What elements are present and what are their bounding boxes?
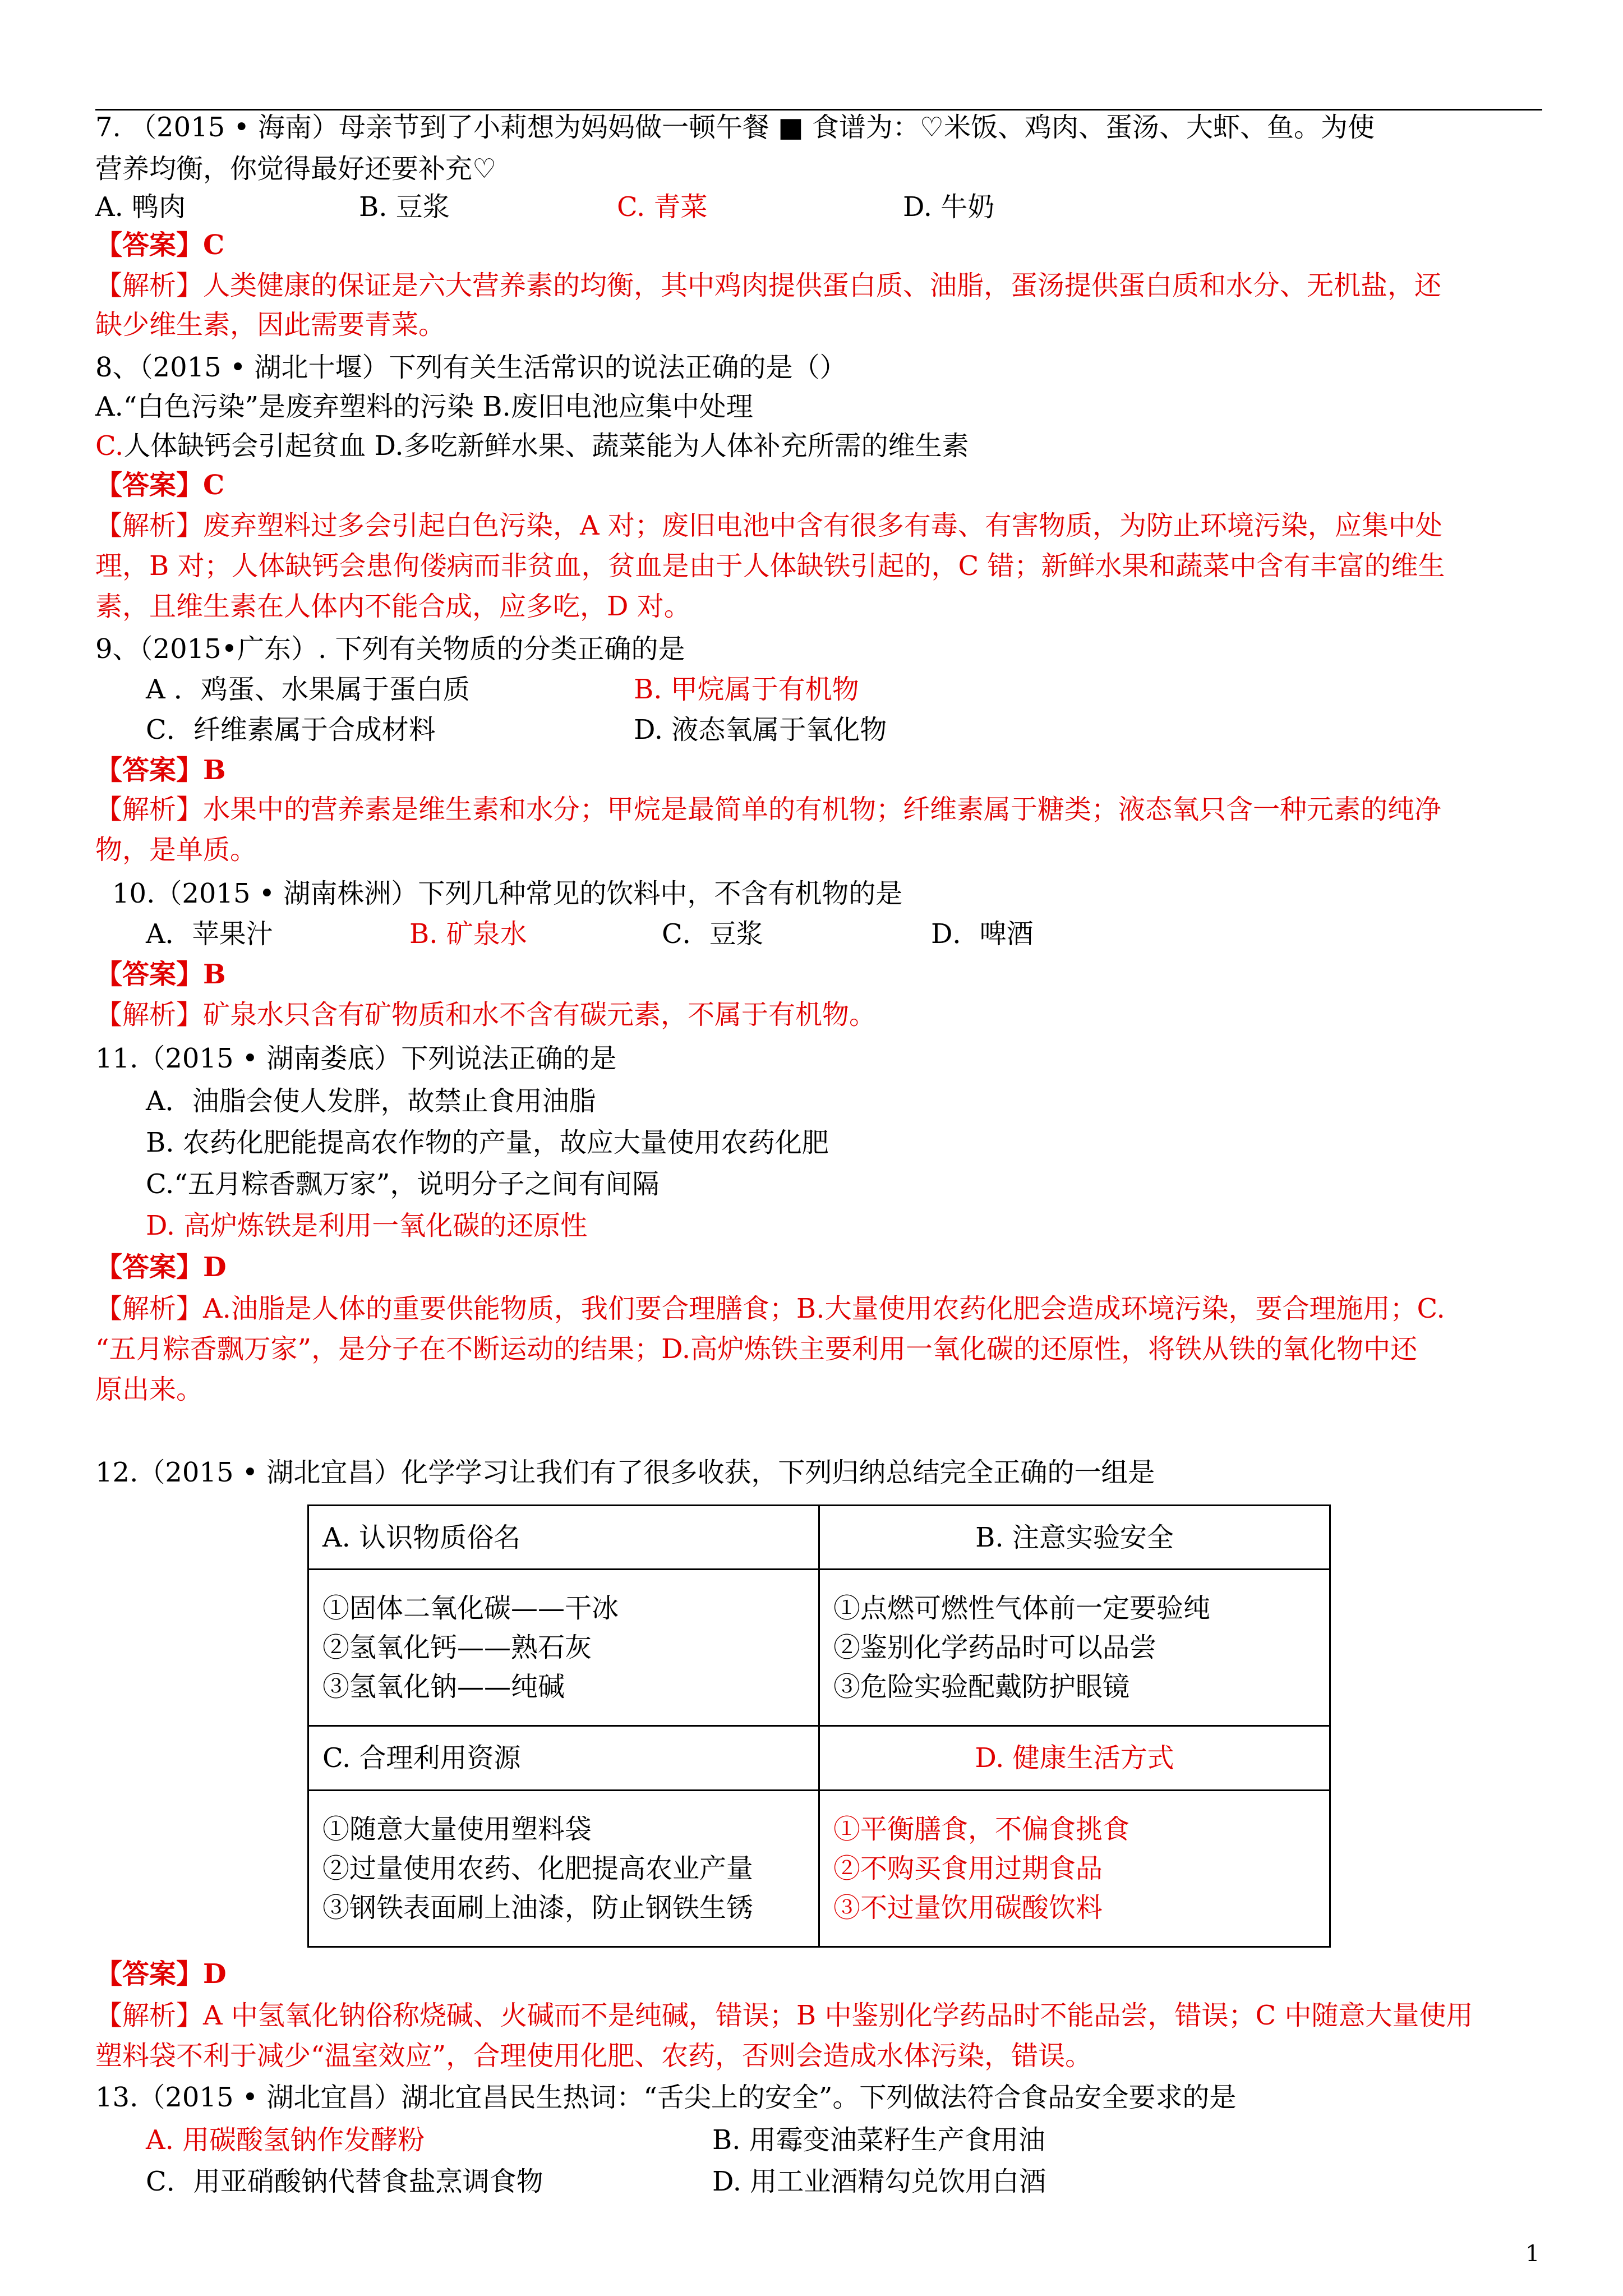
q12-stem: 12.（2015 • 湖北宜昌）化学学习让我们有了很多收获，下列归纳总结完全正确的一组是 [95, 1457, 1155, 1488]
q13-option-d: D. 用工业酒精勾兑饮用白酒 [712, 2166, 1046, 2197]
q8-options-cd [95, 429, 1542, 463]
q12-cell-d-head: D. 健康生活方式 [819, 1726, 1330, 1790]
q12-cell-d-items [819, 1790, 1330, 1947]
q12-answer: 【答案】D [95, 1958, 227, 1990]
q12-table [307, 1504, 1331, 1948]
q12-a-item-1: ①固体二氧化碳——干冰 [322, 1593, 619, 1625]
q10-stem: 10.（2015 • 湖南株洲）下列几种常见的饮料中，不含有机物的是 [112, 878, 903, 909]
q13-option-c: C．用亚硝酸钠代替食盐烹调食物 [146, 2166, 543, 2197]
q8-option-cd-text: 人体缺钙会引起贫血 D.多吃新鲜水果、蔬菜能为人体补充所需的维生素 [123, 430, 969, 462]
q13-option-b: B. 用霉变油菜籽生产食用油 [712, 2124, 1045, 2156]
q9-option-d: D. 液态氧属于氧化物 [634, 714, 887, 746]
q10-option-a: A．苹果汁 [146, 918, 273, 950]
q10-option-d: D．啤酒 [931, 918, 1034, 950]
q12-cell-b-items [819, 1570, 1330, 1726]
q12-cell-a-head: A. 认识物质俗名 [308, 1506, 819, 1570]
q7-option-b: B. 豆浆 [359, 191, 450, 223]
q9-answer: 【答案】B [95, 754, 226, 786]
q9-option-a: A ．鸡蛋、水果属于蛋白质 [146, 674, 470, 705]
q12-c-item-3: ③钢铁表面刷上油漆，防止钢铁生锈 [322, 1892, 754, 1924]
q9-stem: 9、（2015•广东）. 下列有关物质的分类正确的是 [95, 633, 685, 665]
q11-option-c: C.“五月粽香飘万家”，说明分子之间有间隔 [146, 1168, 660, 1200]
q9-option-b: B. 甲烷属于有机物 [634, 674, 859, 705]
q11-option-a: A．油脂会使人发胖，故禁止食用油脂 [146, 1085, 596, 1117]
q12-cell-a-items [308, 1570, 819, 1726]
q12-analysis-line2: 塑料袋不利于减少“温室效应”，合理使用化肥、农药，否则会造成水体污染，错误。 [95, 2040, 1092, 2072]
q7-answer: 【答案】C [95, 229, 225, 261]
q9-option-c: C．纤维素属于合成材料 [146, 714, 436, 746]
q7-analysis-line2: 缺少维生素，因此需要青菜。 [95, 309, 446, 341]
q7-option-a: A. 鸭肉 [95, 191, 186, 223]
q13-stem: 13.（2015 • 湖北宜昌）湖北宜昌民生热词：“舌尖上的安全”。下列做法符合食品安全要求的是 [95, 2082, 1237, 2113]
q12-c-item-2: ②过量使用农药、化肥提高农业产量 [322, 1852, 754, 1884]
q11-option-b: B. 农药化肥能提高农作物的产量，故应大量使用农药化肥 [146, 1127, 829, 1158]
q7-option-c: C. 青菜 [617, 191, 708, 223]
q12-cell-c-items [308, 1790, 819, 1947]
q12-b-item-3: ③危险实验配戴防护眼镜 [833, 1671, 1130, 1703]
q12-d-item-2: ②不购买食用过期食品 [833, 1852, 1103, 1884]
q7-option-d: D. 牛奶 [903, 191, 995, 223]
q7-analysis-line1: 【解析】人类健康的保证是六大营养素的均衡，其中鸡肉提供蛋白质、油脂，蛋汤提供蛋白质和水分、无机盐，还 [95, 270, 1442, 301]
q12-cell-c-head: C. 合理利用资源 [308, 1726, 819, 1790]
q8-analysis-line1: 【解析】废弃塑料过多会引起白色污染，A 对；废旧电池中含有很多有毒、有害物质，为防止环境污染，应集中处 [95, 510, 1442, 541]
q12-analysis-line1: 【解析】A 中氢氧化钠俗称烧碱、火碱而不是纯碱，错误；B 中鉴别化学药品时不能品尝，错误；C 中随意大量使用 [95, 2000, 1473, 2031]
q10-option-c: C．豆浆 [662, 918, 763, 950]
q12-d-item-3: ③不过量饮用碳酸饮料 [833, 1892, 1103, 1924]
q8-stem: 8、（2015 • 湖北十堰）下列有关生活常识的说法正确的是（） [95, 352, 847, 383]
q11-option-d: D. 高炉炼铁是利用一氧化碳的还原性 [146, 1210, 588, 1241]
q8-options-ab: A.“白色污染”是废弃塑料的污染 B.废旧电池应集中处理 [95, 391, 753, 422]
q13-option-a: A. 用碳酸氢钠作发酵粉 [146, 2124, 425, 2156]
q11-analysis-line3: 原出来。 [95, 1374, 204, 1405]
q11-stem: 11.（2015 • 湖南娄底）下列说法正确的是 [95, 1043, 617, 1074]
q12-c-item-1: ①随意大量使用塑料袋 [322, 1813, 592, 1845]
page-number: 1 [1525, 2241, 1540, 2267]
q10-option-b: B. 矿泉水 [409, 918, 527, 950]
q7-stem-line2: 营养均衡，你觉得最好还要补充♡ [95, 153, 497, 185]
q12-d-item-1: ①平衡膳食，不偏食挑食 [833, 1813, 1130, 1845]
q12-a-item-3: ③氢氧化钠——纯碱 [322, 1671, 565, 1703]
q10-answer: 【答案】B [95, 959, 226, 990]
q8-analysis-line2: 理，B 对；人体缺钙会患佝偻病而非贫血，贫血是由于人体缺铁引起的，C 错；新鲜水果和蔬菜中含有丰富的维生 [95, 550, 1445, 582]
q10-analysis-line1: 【解析】矿泉水只含有矿物质和水不含有碳元素，不属于有机物。 [95, 999, 877, 1030]
q9-analysis-line1: 【解析】水果中的营养素是维生素和水分；甲烷是最简单的有机物；纤维素属于糖类；液态氧只含一种元素的纯净 [95, 794, 1442, 825]
q11-analysis-line2: “五月粽香飘万家”，是分子在不断运动的结果；D.高炉炼铁主要利用一氧化碳的还原性，将铁从铁的氧化物中还 [95, 1333, 1418, 1365]
q8-answer: 【答案】C [95, 470, 225, 501]
q12-b-item-1: ①点燃可燃性气体前一定要验纯 [833, 1593, 1211, 1625]
q11-answer: 【答案】D [95, 1251, 227, 1283]
q12-a-item-2: ②氢氧化钙——熟石灰 [322, 1632, 592, 1664]
q12-cell-b-head: B. 注意实验安全 [819, 1506, 1330, 1570]
q8-analysis-line3: 素，且维生素在人体内不能合成，应多吃，D 对。 [95, 591, 691, 622]
q7-stem-line1: 7. （2015 • 海南）母亲节到了小莉想为妈妈做一顿午餐 ■ 食谱为：♡米饭、鸡肉、蛋汤、大虾、鱼。为使 [95, 112, 1375, 143]
q9-analysis-line2: 物，是单质。 [95, 834, 257, 866]
q8-option-c-label: C. [95, 430, 124, 462]
q11-analysis-line1: 【解析】A.油脂是人体的重要供能物质，我们要合理膳食；B.大量使用农药化肥会造成环境污染，要合理施用；C. [95, 1293, 1445, 1324]
q12-b-item-2: ②鉴别化学药品时可以品尝 [833, 1632, 1157, 1664]
